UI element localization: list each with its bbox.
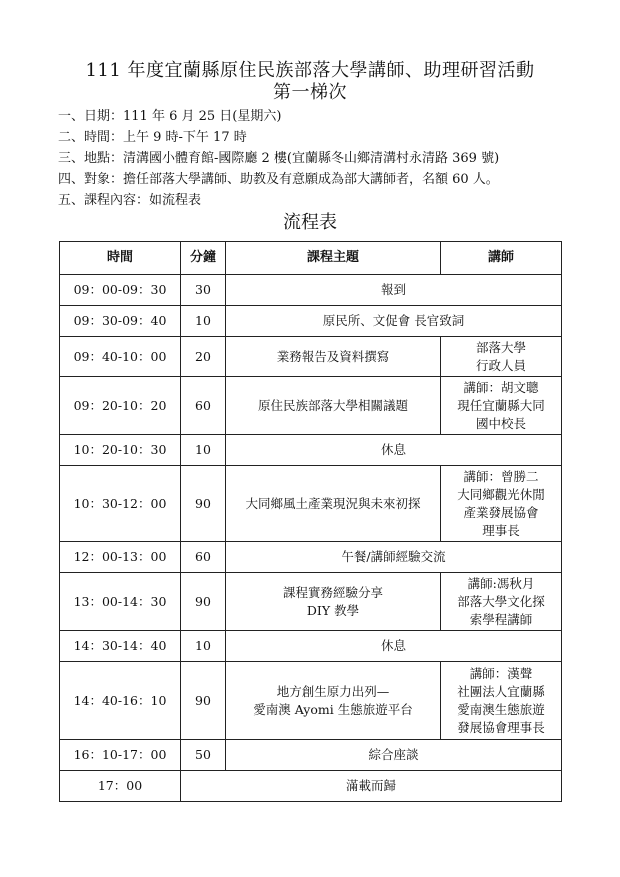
row-time: 17：00	[60, 771, 181, 802]
row-time: 09：40-10：00	[60, 337, 181, 377]
header-time: 時間	[60, 242, 181, 275]
row-minutes: 90	[181, 662, 226, 740]
speaker-line: 理事長	[482, 522, 520, 538]
info-date: 一、日期：111 年 6 月 25 日(星期六)	[58, 109, 282, 124]
row-minutes: 50	[181, 740, 226, 771]
row-topic: 休息	[226, 435, 562, 466]
header-minutes: 分鐘	[181, 242, 226, 275]
schedule-table	[59, 241, 562, 802]
row-time: 16：10-17：00	[60, 740, 181, 771]
row-minutes: 60	[181, 377, 226, 435]
row-minutes: 10	[181, 435, 226, 466]
speaker-line: 發展協會理事長	[457, 719, 545, 735]
speaker-line: 講師：漢聲	[469, 665, 533, 681]
info-time: 二、時間：上午 9 時-下午 17 時	[58, 130, 247, 145]
table-header-row	[60, 242, 562, 275]
row-topic: 原民所、文促會 長官致詞	[226, 306, 562, 337]
row-speaker	[441, 466, 562, 542]
speaker-line: 產業發展協會	[463, 504, 539, 520]
row-time: 10：20-10：30	[60, 435, 181, 466]
info-audience: 四、對象：擔任部落大學講師、助教及有意願成為部大講師者，名額 60 人。	[58, 172, 499, 187]
row-speaker	[441, 337, 562, 377]
document-title: 111 年度宜蘭縣原住民族部落大學講師、助理研習活動	[85, 60, 535, 81]
table-row	[60, 542, 562, 573]
table-row	[60, 631, 562, 662]
table-row	[60, 275, 562, 306]
row-speaker	[441, 662, 562, 740]
table-row	[60, 771, 562, 802]
row-topic: 午餐/講師經驗交流	[226, 542, 562, 573]
row-topic: 大同鄉風土產業現況與未來初探	[226, 466, 441, 542]
table-row	[60, 435, 562, 466]
table-row	[60, 466, 562, 542]
topic-line: 愛南澳 Ayomi 生態旅遊平台	[253, 701, 413, 717]
document-subtitle: 第一梯次	[273, 82, 347, 103]
speaker-line: 現任宜蘭縣大同	[457, 397, 545, 413]
row-topic: 滿載而歸	[181, 771, 562, 802]
row-minutes: 10	[181, 306, 226, 337]
row-time: 14：40-16：10	[60, 662, 181, 740]
row-minutes: 90	[181, 466, 226, 542]
row-minutes: 60	[181, 542, 226, 573]
row-topic	[226, 573, 441, 631]
speaker-line: 部落大學	[475, 339, 526, 355]
schedule-title: 流程表	[283, 212, 337, 233]
row-minutes: 90	[181, 573, 226, 631]
table-row	[60, 573, 562, 631]
topic-line: 課程實務經驗分享	[282, 584, 383, 600]
row-topic: 業務報告及資料撰寫	[226, 337, 441, 377]
table-row	[60, 377, 562, 435]
row-minutes: 20	[181, 337, 226, 377]
row-time: 13：00-14：30	[60, 573, 181, 631]
row-speaker	[441, 573, 562, 631]
row-time: 12：00-13：00	[60, 542, 181, 573]
row-time: 09：30-09：40	[60, 306, 181, 337]
row-minutes: 30	[181, 275, 226, 306]
row-time: 09：00-09：30	[60, 275, 181, 306]
speaker-line: 大同鄉觀光休閒	[457, 486, 545, 502]
row-time: 14：30-14：40	[60, 631, 181, 662]
speaker-line: 講師：曾勝二	[463, 468, 539, 484]
topic-line: DIY 教學	[306, 602, 360, 618]
speaker-line: 索學程講師	[469, 611, 533, 627]
row-time: 09：20-10：20	[60, 377, 181, 435]
speaker-line: 社團法人宜蘭縣	[457, 683, 545, 699]
row-topic: 綜合座談	[226, 740, 562, 771]
table-row	[60, 337, 562, 377]
speaker-line: 愛南澳生態旅遊	[457, 701, 545, 717]
header-topic: 課程主題	[226, 242, 441, 275]
row-time: 10：30-12：00	[60, 466, 181, 542]
speaker-line: 行政人員	[475, 357, 526, 373]
table-row	[60, 306, 562, 337]
speaker-line: 講師：胡文聰	[463, 379, 539, 395]
row-minutes: 10	[181, 631, 226, 662]
row-speaker	[441, 377, 562, 435]
speaker-line: 講師:馮秋月	[467, 575, 535, 591]
table-row	[60, 740, 562, 771]
row-topic: 休息	[226, 631, 562, 662]
row-topic: 報到	[226, 275, 562, 306]
header-speaker: 講師	[441, 242, 562, 275]
speaker-line: 部落大學文化探	[457, 593, 545, 609]
topic-line: 地方創生原力出列—	[276, 683, 390, 699]
speaker-line: 國中校長	[475, 415, 526, 431]
info-content: 五、課程內容：如流程表	[58, 193, 202, 208]
row-topic	[226, 662, 441, 740]
table-row	[60, 662, 562, 740]
event-info	[58, 106, 499, 211]
row-topic: 原住民族部落大學相關議題	[226, 377, 441, 435]
info-location: 三、地點：清溝國小體育館-國際廳 2 樓(宜蘭縣冬山鄉清溝村永清路 369 號)	[58, 151, 500, 166]
